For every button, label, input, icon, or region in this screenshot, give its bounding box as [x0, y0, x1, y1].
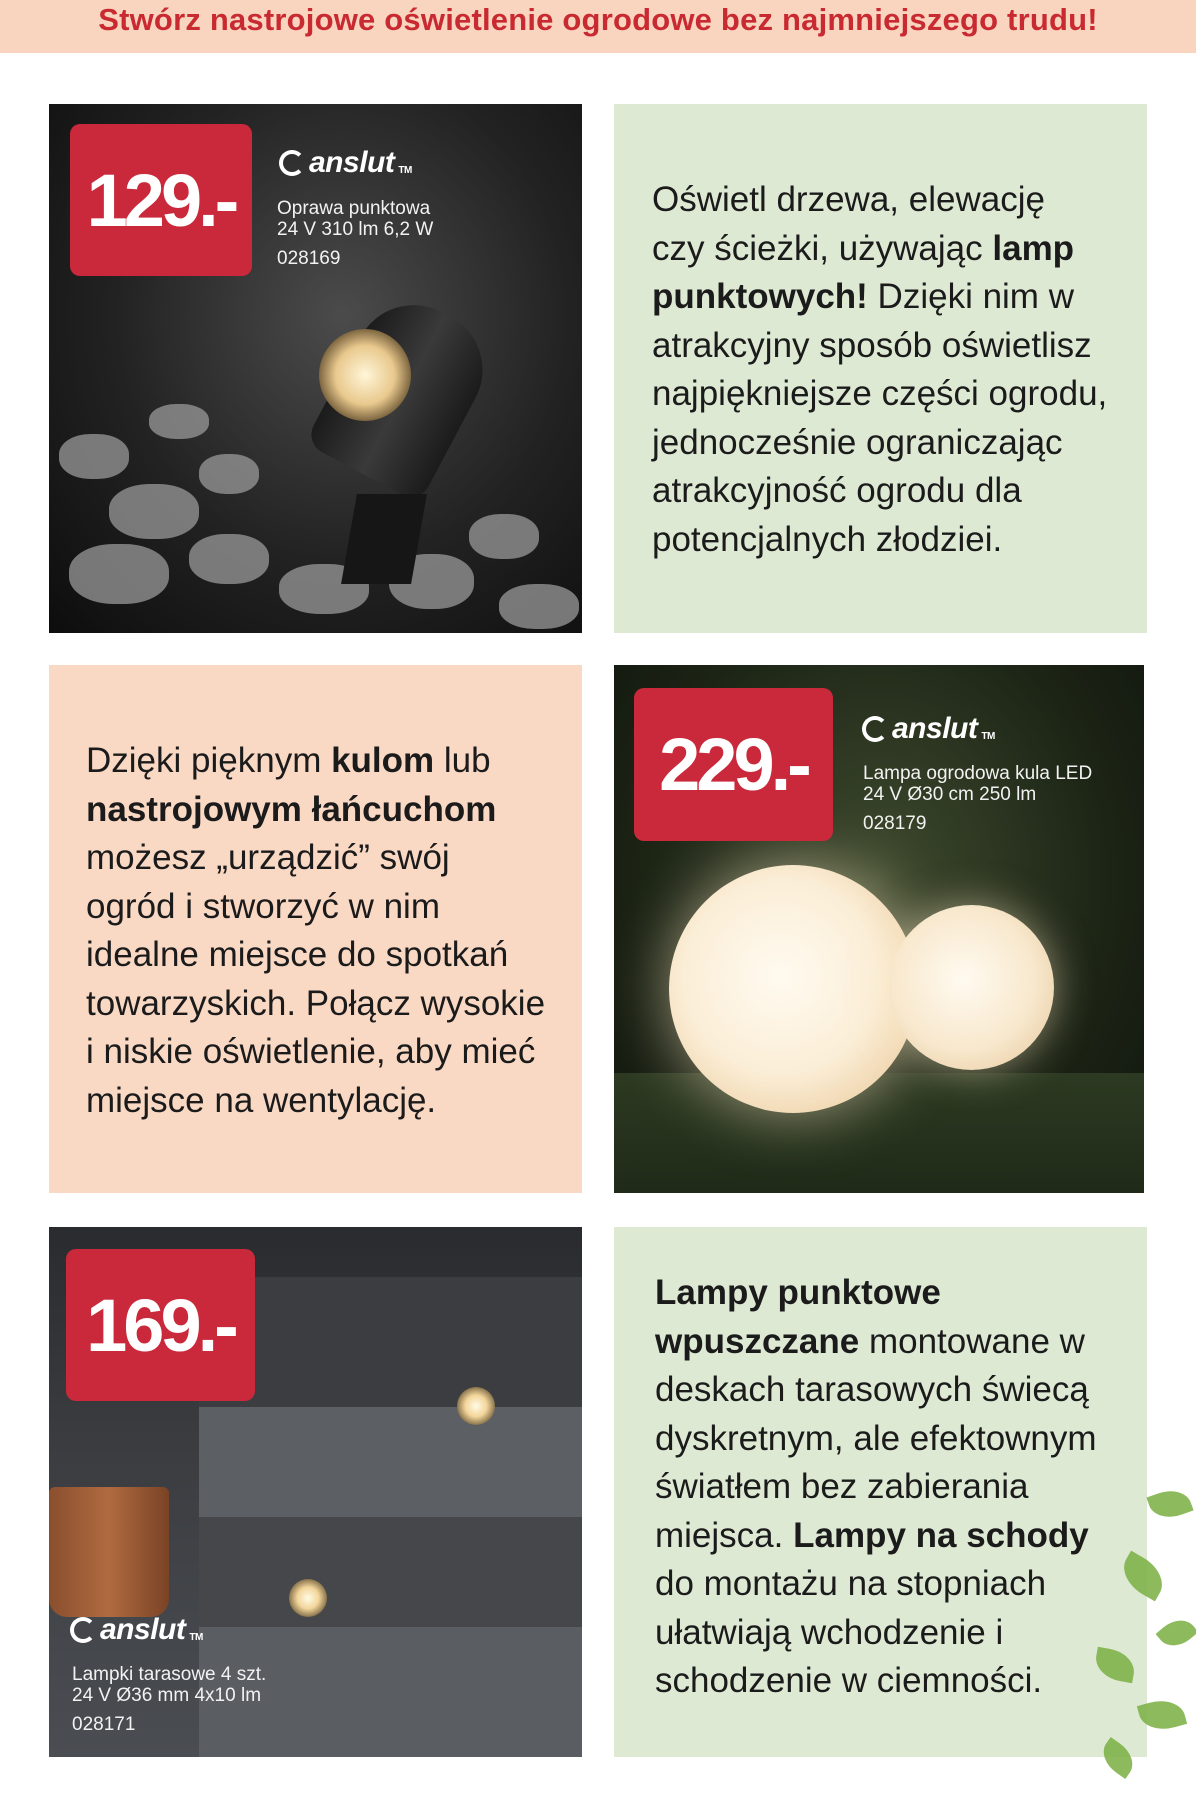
- trademark-symbol: TM: [398, 165, 412, 176]
- info-text: [655, 1269, 1097, 1706]
- text-line: najpiękniejsze części ogrodu,: [652, 374, 1108, 413]
- flower-pot: [49, 1487, 169, 1617]
- brand-name: anslut: [100, 1613, 186, 1646]
- text-line: potencjalnych złodziei.: [652, 519, 1003, 559]
- bold-phrase: nastrojowym łańcuchom: [86, 789, 497, 829]
- info-tile-spotlights: [614, 104, 1147, 633]
- text-line: [655, 1269, 1097, 1318]
- product-info: [863, 763, 1092, 834]
- anslut-logo-icon: [70, 1617, 96, 1643]
- product-info: [277, 198, 433, 269]
- text-line: Dzięki pięknym kulom lub: [86, 741, 491, 780]
- info-tile-globes: [49, 665, 582, 1193]
- product-name: Lampki tarasowe 4 szt.: [72, 1664, 267, 1685]
- text-line: towarzyskich. Połącz wysokie: [86, 983, 546, 1023]
- header-banner: [0, 0, 1196, 53]
- product-name: Oprawa punktowa: [277, 198, 431, 219]
- bold-phrase: kulom: [331, 741, 435, 780]
- text-line: jednocześnie ograniczając: [652, 422, 1063, 462]
- text-line: Oświetl drzewa, elewację: [652, 180, 1045, 219]
- product-spec: 24 V 310 lm 6,2 W: [277, 219, 434, 240]
- text-line: możesz „urządzić” swój: [86, 838, 450, 877]
- deck-light: [289, 1579, 327, 1617]
- text-line: atrakcyjność ogrodu dla: [652, 471, 1022, 510]
- trademark-symbol: TM: [981, 731, 995, 742]
- text-line: idealne miejsce do spotkań: [86, 935, 509, 974]
- product-code: 028179: [863, 813, 927, 834]
- text-line: ogród i stworzyć w nim: [86, 886, 440, 926]
- text-line: do montażu na stopniach: [655, 1564, 1047, 1603]
- text-line: światłem bez zabierania: [655, 1467, 1029, 1506]
- bold-phrase: wpuszczane: [655, 1321, 860, 1361]
- price-value: 169.-: [86, 1283, 235, 1367]
- text-line: wpuszczane montowane w: [655, 1321, 1085, 1361]
- price-tag: [634, 688, 833, 841]
- price-tag: [66, 1249, 255, 1401]
- brand-logo: [70, 1613, 203, 1647]
- bold-phrase: lamp: [992, 228, 1075, 268]
- lawn: [614, 1073, 1144, 1193]
- text-line: miejsce na wentylację.: [86, 1080, 437, 1120]
- trademark-symbol: TM: [189, 1632, 203, 1643]
- text-line: [86, 786, 545, 835]
- anslut-logo-icon: [279, 150, 305, 176]
- text-line: atrakcyjny sposób oświetlisz: [652, 325, 1092, 365]
- bold-phrase: punktowych!: [652, 277, 868, 316]
- product-code: 028171: [72, 1714, 136, 1735]
- globe-lamp-small: [889, 905, 1054, 1070]
- text-line: miejsca. Lampy na schody: [655, 1515, 1089, 1555]
- brand-logo: [279, 146, 412, 180]
- product-spec: 24 V Ø30 cm 250 lm: [863, 784, 1037, 805]
- brand-name: anslut: [309, 146, 395, 179]
- anslut-logo-icon: [862, 716, 888, 742]
- text-line: punktowych! Dzięki nim w: [652, 277, 1074, 316]
- text-line: ułatwiają wchodzenie i: [655, 1612, 1004, 1652]
- text-line: deskach tarasowych świecą: [655, 1370, 1089, 1409]
- text-line: dyskretnym, ale efektownym: [655, 1418, 1097, 1458]
- product-spec: 24 V Ø36 mm 4x10 lm: [72, 1685, 262, 1706]
- info-text: [652, 176, 1107, 564]
- brand-logo: [862, 712, 995, 746]
- info-text: [86, 737, 545, 1125]
- globe-lamp-large: [669, 865, 917, 1113]
- price-tag: [70, 124, 252, 276]
- product-info: [72, 1664, 266, 1735]
- price-value: 229.-: [659, 723, 808, 806]
- text-line: schodzenie w ciemności.: [655, 1661, 1043, 1700]
- info-tile-deck-lights: [614, 1227, 1147, 1757]
- text-line: czy ścieżki, używając lamp: [652, 228, 1075, 268]
- spotlight-glow: [319, 329, 411, 421]
- product-code: 028169: [277, 248, 341, 269]
- product-name: Lampa ogrodowa kula LED: [863, 763, 1093, 784]
- brand-name: anslut: [892, 712, 978, 745]
- page-title: Stwórz nastrojowe oświetlenie ogrodowe bez najmniejszego trudu!: [98, 2, 1098, 37]
- price-value: 129.-: [86, 158, 236, 242]
- deck-light: [457, 1387, 495, 1425]
- bold-phrase: Lampy na schody: [793, 1515, 1089, 1555]
- bold-phrase: Lampy punktowe: [655, 1273, 941, 1312]
- text-line: i niskie oświetlenie, aby mieć: [86, 1032, 536, 1071]
